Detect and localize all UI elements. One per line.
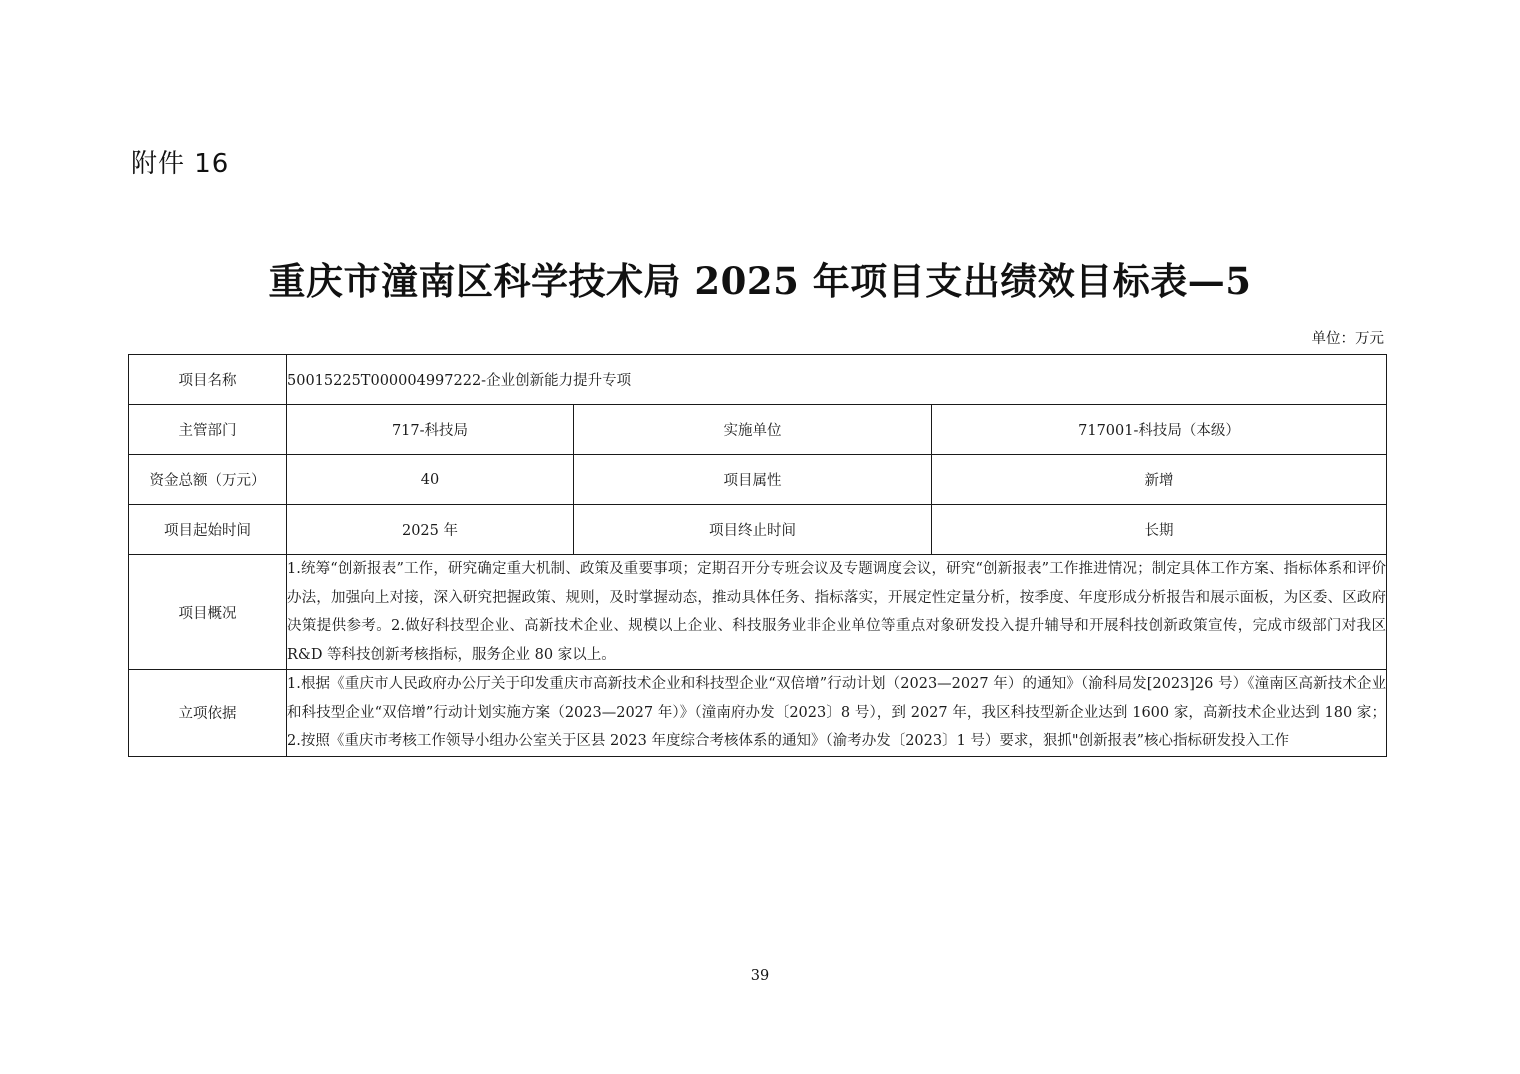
end-time-value: 长期	[932, 505, 1387, 555]
dept-value: 717-科技局	[287, 405, 574, 455]
row-overview	[129, 555, 1387, 670]
overview-text: 1.统筹“创新报表”工作，研究确定重大机制、政策及重要事项；定期召开分专班会议及专题调度会议，研究“创新报表”工作推进情况；制定具体工作方案、指标体系和评价办法，加强向上对接，深入研究把握政策、规则，及时掌握动态，推动具体任务、指标落实，开展定性定量分析，按季度、年度形成分析报告和展示面板，为区委、区政府决策提供参考。2.做好科技型企业、高新技术企业、规模以上企业、科技服务业非企业单位等重点对象研发投入提升辅导和开展科技创新政策宣传，完成市级部门对我区 R&D 等科技创新考核指标，服务企业 80 家以上。	[287, 555, 1387, 670]
project-attr-value: 新增	[932, 455, 1387, 505]
impl-unit-value: 717001-科技局（本级）	[932, 405, 1387, 455]
total-funds-label: 资金总额（万元）	[129, 455, 287, 505]
basis-text: 1.根据《重庆市人民政府办公厅关于印发重庆市高新技术企业和科技型企业“双倍增”行动计划（2023—2027 年）的通知》（渝科局发[2023]26 号）《潼南区高新技术企业和科技型企业“双倍增”行动计划实施方案（2023—2027 年）》（潼南府办发〔2023〕8 号），到 2027 年，我区科技型新企业达到 1600 家，高新技术企业达到 180 家；2.按照《重庆市考核工作领导小组办公室关于区县 2023 年度综合考核体系的通知》（渝考办发〔2023〕1 号）要求，狠抓"创新报表”核心指标研发投入工作	[287, 670, 1387, 757]
performance-target-table	[128, 354, 1387, 757]
unit-note: 单位：万元	[1311, 331, 1384, 347]
document-title: 重庆市潼南区科学技术局 2025 年项目支出绩效目标表—5	[268, 259, 1252, 303]
end-time-label: 项目终止时间	[574, 505, 932, 555]
row-time	[129, 505, 1387, 555]
project-name-label: 项目名称	[129, 355, 287, 405]
attachment-label: 附件 16	[131, 149, 230, 179]
row-project-name	[129, 355, 1387, 405]
row-funds	[129, 455, 1387, 505]
page-number: 39	[750, 968, 770, 984]
row-basis	[129, 670, 1387, 757]
start-time-label: 项目起始时间	[129, 505, 287, 555]
total-funds-value: 40	[287, 455, 574, 505]
impl-unit-label: 实施单位	[574, 405, 932, 455]
overview-label: 项目概况	[129, 555, 287, 670]
basis-label: 立项依据	[129, 670, 287, 757]
project-attr-label: 项目属性	[574, 455, 932, 505]
dept-label: 主管部门	[129, 405, 287, 455]
start-time-value: 2025 年	[287, 505, 574, 555]
row-department	[129, 405, 1387, 455]
project-name-value: 50015225T000004997222-企业创新能力提升专项	[287, 355, 1387, 405]
